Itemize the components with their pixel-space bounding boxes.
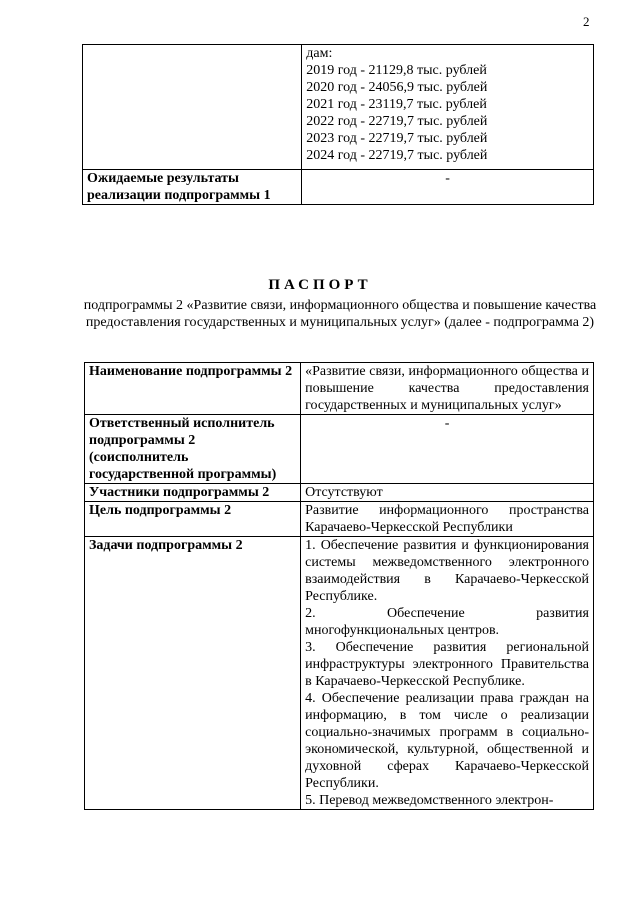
funding-cell (302, 45, 594, 170)
table-row (85, 484, 594, 502)
row-value-executor: - (301, 415, 594, 484)
passport-table (84, 362, 594, 810)
row-value-participants: Отсутствуют (301, 484, 594, 502)
row-value-tasks (301, 537, 594, 810)
row-label-participants: Участники подпрограммы 2 (85, 484, 301, 502)
table-row (85, 415, 594, 484)
funding-line: 2021 год - 23119,7 тыс. рублей (306, 97, 487, 112)
task-item: 2. Обеспечение развития многофункциональных центров. (305, 606, 589, 638)
funding-line: 2024 год - 22719,7 тыс. рублей (306, 148, 488, 163)
row-label-goal: Цель подпрограммы 2 (85, 502, 301, 537)
row-label-tasks: Задачи подпрограммы 2 (85, 537, 301, 810)
table-row (83, 170, 594, 205)
funding-line: 2023 год - 22719,7 тыс. рублей (306, 131, 488, 146)
funding-line: дам: (306, 46, 333, 61)
row-value-name: «Развитие связи, информационного общества и повышение качества предоставления государственных и муниципальных услуг» (301, 363, 594, 415)
passport-subtitle: подпрограммы 2 «Развитие связи, информационного общества и повышение качества предоставления государственных и муниципальных услуг» (далее - подпрограмма 2) (83, 298, 597, 330)
expected-results-value: - (302, 170, 594, 205)
task-item: 3. Обеспечение развития региональной инфраструктуры электронного Правительства в Карачаево-Черкесской Республике. (305, 640, 589, 689)
table-row (85, 502, 594, 537)
table-row (83, 45, 594, 170)
row-label-executor: Ответственный исполнитель подпрограммы 2 (соисполнитель государственной программы) (85, 415, 301, 484)
page-number: 2 (583, 14, 590, 29)
expected-results-label: Ожидаемые результаты реализации подпрограммы 1 (83, 170, 302, 205)
empty-cell (83, 45, 302, 170)
funding-table (82, 44, 594, 205)
task-item: 1. Обеспечение развития и функционирования системы межведомственного электронного взаимодействия в Карачаево-Черкесской Республике. (305, 538, 589, 604)
passport-title: ПАСПОРТ (268, 277, 372, 293)
row-label-name: Наименование подпрограммы 2 (85, 363, 301, 415)
row-value-goal: Развитие информационного пространства Карачаево-Черкесской Республики (301, 502, 594, 537)
funding-line: 2022 год - 22719,7 тыс. рублей (306, 114, 488, 129)
funding-line: 2020 год - 24056,9 тыс. рублей (306, 80, 488, 95)
table-row (85, 363, 594, 415)
task-item: 5. Перевод межведомственного электрон- (305, 793, 554, 808)
table-row (85, 537, 594, 810)
funding-line: 2019 год - 21129,8 тыс. рублей (306, 63, 487, 78)
task-item: 4. Обеспечение реализации права граждан на информацию, в том числе о реализации социально-значимых программ в социально-экономической, культурной, общественной и духовной сферах Карачаево-Черкесской Республики. (305, 691, 589, 791)
